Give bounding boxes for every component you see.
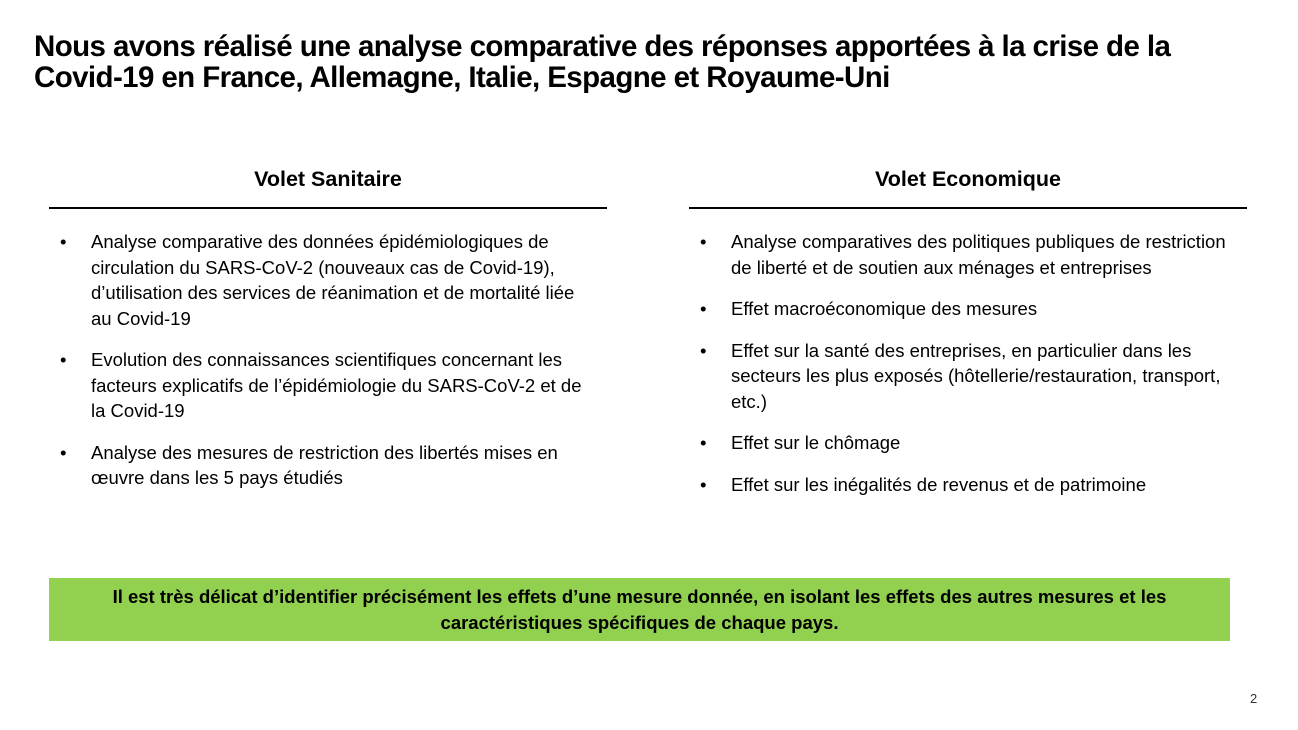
bullet-icon: •	[60, 349, 67, 370]
list-item-text: Analyse comparatives des politiques publiques de restriction de liberté et de soutien aux ménages et entreprises	[731, 231, 1226, 278]
list-item-text: Evolution des connaissances scientifiques concernant les facteurs explicatifs de l’épidémiologie du SARS-CoV-2 et de la Covid-19	[91, 349, 582, 421]
list-item	[49, 229, 607, 331]
slide-title: Nous avons réalisé une analyse comparative des réponses apportées à la crise de la Covid-19 en France, Allemagne, Italie, Espagne et Royaume-Uni	[34, 30, 1171, 94]
bullet-icon: •	[700, 298, 707, 319]
bullet-icon: •	[700, 339, 707, 361]
list-item	[689, 296, 1247, 322]
sanitary-column	[49, 160, 607, 507]
list-item-text: Effet macroéconomique des mesures	[731, 298, 1038, 319]
conclusion-callout	[49, 578, 1230, 641]
bullet-icon: •	[60, 231, 67, 252]
list-item	[49, 347, 607, 424]
bullet-icon: •	[60, 441, 67, 463]
column-header-sanitaire: Volet Sanitaire	[49, 160, 607, 209]
economic-bullet-list	[689, 229, 1247, 497]
list-item-text: Effet sur les inégalités de revenus et de patrimoine	[731, 473, 1147, 495]
bullet-icon: •	[700, 432, 707, 453]
page-number: 2	[1250, 691, 1258, 706]
economic-column	[689, 160, 1247, 513]
list-item-text: Analyse comparative des données épidémiologiques de circulation du SARS-CoV-2 (nouveaux cas de Covid-19), d’utilisation des services de réanimation et de mortalité liée au Covid-19	[91, 231, 575, 329]
list-item-text: Effet sur la santé des entreprises, en particulier dans les secteurs les plus exposés (hôtellerie/restauration, transport, etc.)	[731, 339, 1221, 412]
list-item	[49, 440, 607, 491]
column-header-economique: Volet Economique	[689, 160, 1247, 209]
list-item-text: Effet sur le chômage	[731, 432, 901, 453]
list-item-text: Analyse des mesures de restriction des libertés mises en œuvre dans les 5 pays étudiés	[91, 441, 558, 488]
bullet-icon: •	[700, 231, 707, 252]
list-item	[689, 338, 1247, 415]
list-item	[689, 229, 1247, 280]
bullet-icon: •	[700, 473, 707, 495]
sanitary-bullet-list	[49, 229, 607, 491]
callout-text: Il est très délicat d’identifier précisément les effets d’une mesure donnée, en isolant les effets des autres mesures et les caractéristiques spécifiques de chaque pays.	[112, 586, 1167, 633]
list-item	[689, 472, 1247, 498]
list-item	[689, 430, 1247, 456]
